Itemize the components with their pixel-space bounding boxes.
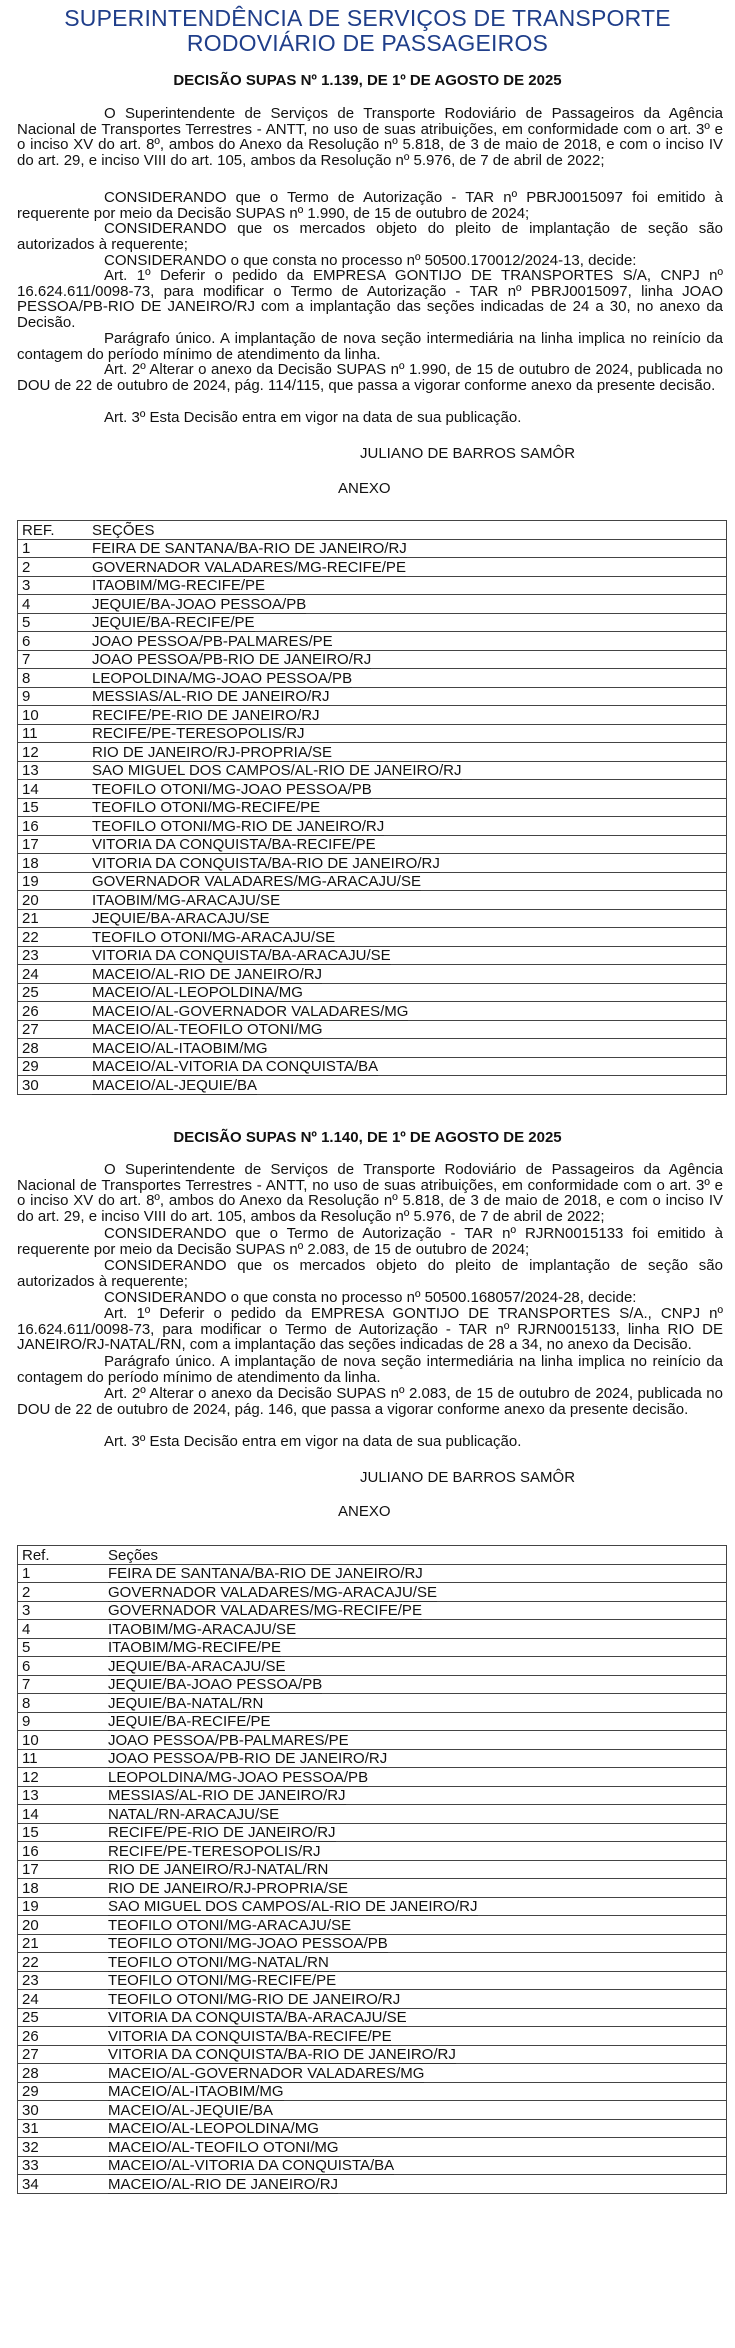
section-cell <box>88 835 727 854</box>
section-cell <box>104 2064 727 2083</box>
ref-cell: 15 <box>18 798 89 817</box>
section-cell <box>88 946 727 965</box>
table-row <box>18 595 727 614</box>
decision-preamble: O Superintendente de Serviços de Transporte Rodoviário de Passageiros da Agência Nacional de Transportes Terrestres - ANTT, no uso de suas atribuições, em conformidade com o art. 3º e o inciso XV do art. 8º, ambos do Anexo da Resolução nº 5.818, de 3 de maio de 2018, e com o inciso IV do art. 29, e inciso VIII do art. 105, ambos da Resolução nº 5.976, de 7 de abril de 2022; <box>17 1161 723 1225</box>
table-row <box>18 2082 727 2101</box>
section-cell <box>88 798 727 817</box>
section-name: MACEIO/AL-ITAOBIM/MG <box>108 2083 284 2100</box>
section-cell <box>104 1934 727 1953</box>
ref-cell: 13 <box>18 1786 105 1805</box>
ref-cell: 18 <box>18 1879 105 1898</box>
considerando-paragraph: CONSIDERANDO o que consta no processo nº 50500.168057/2024-28, decide: <box>104 1289 637 1306</box>
ref-cell: 9 <box>18 1712 105 1731</box>
section-cell <box>104 2027 727 2046</box>
section-name: FEIRA DE SANTANA/BA-RIO DE JANEIRO/RJ <box>108 1565 423 1582</box>
ref-cell: 11 <box>18 724 89 743</box>
ref-column-header: REF. <box>18 521 89 540</box>
table-row <box>18 1694 727 1713</box>
section-name: JEQUIE/BA-JOAO PESSOA/PB <box>108 1676 323 1693</box>
ref-cell: 34 <box>18 2175 105 2194</box>
section-cell <box>104 2045 727 2064</box>
section-cell <box>88 706 727 725</box>
section-cell <box>104 1712 727 1731</box>
section-cell <box>104 2175 727 2194</box>
table-row <box>18 1076 727 1095</box>
section-name: ITAOBIM/MG-RECIFE/PE <box>108 1639 282 1656</box>
section-cell <box>88 632 727 651</box>
section-name: RIO DE JANEIRO/RJ-NATAL/RN <box>108 1861 329 1878</box>
ref-cell: 22 <box>18 928 89 947</box>
ref-cell: 23 <box>18 946 89 965</box>
section-cell <box>104 2008 727 2027</box>
considerando-paragraph: CONSIDERANDO que os mercados objeto do pleito de implantação de seção são autorizados à requerente; <box>17 220 723 253</box>
table-row <box>18 1583 727 1602</box>
section-cell <box>88 817 727 836</box>
section-name: GOVERNADOR VALADARES/MG-ARACAJU/SE <box>108 1583 437 1601</box>
section-name: LEOPOLDINA/MG-JOAO PESSOA/PB <box>92 669 353 687</box>
ref-cell: 7 <box>18 1675 105 1694</box>
article-paragraph: Art. 3º Esta Decisão entra em vigor na data de sua publicação. <box>104 1433 522 1450</box>
section-cell <box>88 1020 727 1039</box>
table-row <box>18 798 727 817</box>
ref-cell: 18 <box>18 854 89 873</box>
table-row <box>18 706 727 725</box>
annex-label: ANEXO <box>338 1503 391 1520</box>
ref-cell: 10 <box>18 706 89 725</box>
ref-cell: 4 <box>18 1620 105 1639</box>
table-row <box>18 1638 727 1657</box>
ref-cell: 17 <box>18 1860 105 1879</box>
section-name: JEQUIE/BA-RECIFE/PE <box>108 1713 271 1730</box>
sections-table <box>17 1545 727 2194</box>
section-name: RECIFE/PE-TERESOPOLIS/RJ <box>92 725 305 742</box>
section-name: TEOFILO OTONI/MG-NATAL/RN <box>108 1953 329 1971</box>
table-row <box>18 2008 727 2027</box>
section-cell <box>104 1620 727 1639</box>
ref-cell: 20 <box>18 1916 105 1935</box>
ref-cell: 24 <box>18 965 89 984</box>
section-header-title: SUPERINTENDÊNCIA DE SERVIÇOS DE TRANSPORTE RODOVIÁRIO DE PASSAGEIROS <box>64 5 671 56</box>
section-name: VITORIA DA CONQUISTA/BA-RECIFE/PE <box>108 2027 392 2045</box>
section-cell <box>88 743 727 762</box>
ref-cell: 15 <box>18 1823 105 1842</box>
section-name: MACEIO/AL-GOVERNADOR VALADARES/MG <box>108 2064 425 2082</box>
table-row <box>18 2045 727 2064</box>
section-cell <box>88 983 727 1002</box>
section-name: MESSIAS/AL-RIO DE JANEIRO/RJ <box>108 1787 346 1804</box>
table-row <box>18 687 727 706</box>
section-cell <box>104 1768 727 1787</box>
section-name: ITAOBIM/MG-ARACAJU/SE <box>108 1620 297 1638</box>
section-name: MACEIO/AL-TEOFILO OTONI/MG <box>92 1021 323 1038</box>
section-name: RIO DE JANEIRO/RJ-PROPRIA/SE <box>108 1879 349 1897</box>
table-row <box>18 1823 727 1842</box>
table-row <box>18 780 727 799</box>
section-name: JOAO PESSOA/PB-PALMARES/PE <box>92 632 333 650</box>
section-cell <box>104 1694 727 1713</box>
ref-cell: 27 <box>18 2045 105 2064</box>
ref-cell: 32 <box>18 2138 105 2157</box>
table-row <box>18 1860 727 1879</box>
considerando-paragraph: CONSIDERANDO que o Termo de Autorização - TAR nº PBRJ0015097 foi emitido à requerente por meio da Decisão SUPAS nº 1.990, de 15 de outubro de 2024; <box>17 189 723 222</box>
paragraph-unico: Parágrafo único. A implantação de nova seção intermediária na linha implica no reinício da contagem do período mínimo de atendimento da linha. <box>17 330 723 363</box>
section-cell <box>104 1601 727 1620</box>
article-paragraph: Art. 3º Esta Decisão entra em vigor na data de sua publicação. <box>104 409 522 426</box>
table-header-row <box>18 521 727 540</box>
section-name: JEQUIE/BA-ARACAJU/SE <box>108 1657 286 1675</box>
sections-table-body <box>18 1564 727 2193</box>
ref-cell: 26 <box>18 1002 89 1021</box>
ref-cell: 12 <box>18 1768 105 1787</box>
ref-column-header: Ref. <box>18 1546 105 1565</box>
ref-cell: 1 <box>18 539 89 558</box>
ref-cell: 8 <box>18 1694 105 1713</box>
ref-cell: 21 <box>18 909 89 928</box>
ref-cell: 23 <box>18 1971 105 1990</box>
section-name: JOAO PESSOA/PB-RIO DE JANEIRO/RJ <box>108 1750 388 1767</box>
ref-cell: 9 <box>18 687 89 706</box>
section-name: JOAO PESSOA/PB-RIO DE JANEIRO/RJ <box>92 651 372 668</box>
table-row <box>18 632 727 651</box>
table-row <box>18 1897 727 1916</box>
ref-cell: 8 <box>18 669 89 688</box>
ref-cell: 22 <box>18 1953 105 1972</box>
table-row <box>18 1002 727 1021</box>
section-cell <box>104 1823 727 1842</box>
section-cell <box>88 1076 727 1095</box>
paragraph-unico: Parágrafo único. A implantação de nova seção intermediária na linha implica no reinício da contagem do período mínimo de atendimento da linha. <box>17 1353 723 1386</box>
section-name: MESSIAS/AL-RIO DE JANEIRO/RJ <box>92 688 330 705</box>
section-cell <box>88 669 727 688</box>
table-row <box>18 1879 727 1898</box>
table-row <box>18 1057 727 1076</box>
table-row <box>18 1601 727 1620</box>
section-cell <box>88 650 727 669</box>
section-cell <box>104 1879 727 1898</box>
section-cell <box>104 1897 727 1916</box>
ref-cell: 24 <box>18 1990 105 2009</box>
section-name: MACEIO/AL-TEOFILO OTONI/MG <box>108 2138 339 2156</box>
section-cell <box>104 1971 727 1990</box>
section-cell <box>88 613 727 632</box>
ref-cell: 12 <box>18 743 89 762</box>
section-name: TEOFILO OTONI/MG-ARACAJU/SE <box>108 1916 352 1934</box>
ref-cell: 29 <box>18 1057 89 1076</box>
section-name: FEIRA DE SANTANA/BA-RIO DE JANEIRO/RJ <box>92 540 407 557</box>
article-paragraph: Art. 1º Deferir o pedido da EMPRESA GONTIJO DE TRANSPORTES S/A, CNPJ nº 16.624.611/0098-73, para modificar o Termo de Autorização - TAR nº PBRJ0015097, linha JOAO PESSOA/PB-RIO DE JANEIRO/RJ com a implantação das seções indicadas de 24 a 30, no anexo da Decisão. <box>17 267 723 331</box>
table-header-row <box>18 1546 727 1565</box>
section-name: MACEIO/AL-ITAOBIM/MG <box>92 1039 268 1057</box>
ref-cell: 28 <box>18 2064 105 2083</box>
ref-cell: 7 <box>18 650 89 669</box>
table-row <box>18 1971 727 1990</box>
section-name: NATAL/RN-ARACAJU/SE <box>108 1805 280 1823</box>
section-cell <box>104 1657 727 1676</box>
table-row <box>18 946 727 965</box>
sections-table-body <box>18 539 727 1094</box>
section-name: JOAO PESSOA/PB-PALMARES/PE <box>108 1731 349 1749</box>
ref-cell: 28 <box>18 1039 89 1058</box>
ref-cell: 16 <box>18 1842 105 1861</box>
table-row <box>18 724 727 743</box>
table-row <box>18 613 727 632</box>
table-row <box>18 1805 727 1824</box>
ref-cell: 30 <box>18 1076 89 1095</box>
section-name: GOVERNADOR VALADARES/MG-RECIFE/PE <box>92 558 406 576</box>
section-name: VITORIA DA CONQUISTA/BA-RIO DE JANEIRO/RJ <box>92 854 440 872</box>
ref-cell: 29 <box>18 2082 105 2101</box>
section-cell <box>88 909 727 928</box>
section-name: MACEIO/AL-RIO DE JANEIRO/RJ <box>108 2175 339 2193</box>
table-row <box>18 2156 727 2175</box>
table-row <box>18 891 727 910</box>
table-row <box>18 2101 727 2120</box>
ref-cell: 1 <box>18 1564 105 1583</box>
sections-column-header: SEÇÕES <box>88 521 727 540</box>
section-name: MACEIO/AL-LEOPOLDINA/MG <box>108 2120 319 2137</box>
ref-cell: 26 <box>18 2027 105 2046</box>
section-name: MACEIO/AL-VITORIA DA CONQUISTA/BA <box>92 1058 379 1075</box>
section-cell <box>104 1583 727 1602</box>
section-name: MACEIO/AL-VITORIA DA CONQUISTA/BA <box>108 2157 395 2174</box>
table-row <box>18 1620 727 1639</box>
ref-cell: 14 <box>18 1805 105 1824</box>
sections-column-header: Seções <box>104 1546 727 1565</box>
section-cell <box>88 928 727 947</box>
considerando-paragraph: CONSIDERANDO que o Termo de Autorização - TAR nº RJRN0015133 foi emitido à requerente por meio da Decisão SUPAS nº 2.083, de 15 de outubro de 2024; <box>17 1225 723 1258</box>
section-cell <box>104 1675 727 1694</box>
ref-cell: 3 <box>18 1601 105 1620</box>
ref-cell: 2 <box>18 1583 105 1602</box>
table-row <box>18 2064 727 2083</box>
article-paragraph: Art. 1º Deferir o pedido da EMPRESA GONTIJO DE TRANSPORTES S/A., CNPJ nº 16.624.611/0098-73, para modificar o Termo de Autorização - TAR nº RJRN0015133, linha RIO DE JANEIRO/RJ-NATAL/RN, com a implantação das seções indicadas de 28 a 34, no anexo da Decisão. <box>17 1305 723 1354</box>
section-name: MACEIO/AL-LEOPOLDINA/MG <box>92 984 303 1001</box>
table-row <box>18 854 727 873</box>
section-cell <box>88 761 727 780</box>
section-cell <box>104 2119 727 2138</box>
section-name: GOVERNADOR VALADARES/MG-RECIFE/PE <box>108 1602 422 1619</box>
section-name: JEQUIE/BA-RECIFE/PE <box>92 614 255 631</box>
table-row <box>18 1731 727 1750</box>
section-cell <box>104 1953 727 1972</box>
considerando-paragraph: CONSIDERANDO o que consta no processo nº 50500.170012/2024-13, decide: <box>104 252 637 269</box>
table-row <box>18 1657 727 1676</box>
section-name: ITAOBIM/MG-ARACAJU/SE <box>92 891 281 909</box>
table-row <box>18 1934 727 1953</box>
table-row <box>18 669 727 688</box>
section-name: JEQUIE/BA-NATAL/RN <box>108 1694 264 1712</box>
section-cell <box>104 2082 727 2101</box>
section-cell <box>88 1002 727 1021</box>
ref-cell: 20 <box>18 891 89 910</box>
ref-cell: 5 <box>18 613 89 632</box>
section-cell <box>104 1731 727 1750</box>
ref-cell: 10 <box>18 1731 105 1750</box>
table-row <box>18 2027 727 2046</box>
section-name: RECIFE/PE-RIO DE JANEIRO/RJ <box>108 1824 336 1841</box>
section-name: GOVERNADOR VALADARES/MG-ARACAJU/SE <box>92 873 421 890</box>
section-cell <box>104 2138 727 2157</box>
section-cell <box>88 891 727 910</box>
table-row <box>18 2119 727 2138</box>
ref-cell: 6 <box>18 632 89 651</box>
table-row <box>18 1712 727 1731</box>
ref-cell: 16 <box>18 817 89 836</box>
ref-cell: 27 <box>18 1020 89 1039</box>
table-row <box>18 817 727 836</box>
ref-cell: 25 <box>18 983 89 1002</box>
ref-cell: 30 <box>18 2101 105 2120</box>
table-row <box>18 539 727 558</box>
section-name: VITORIA DA CONQUISTA/BA-RECIFE/PE <box>92 836 376 853</box>
table-row <box>18 835 727 854</box>
table-row <box>18 761 727 780</box>
table-row <box>18 1768 727 1787</box>
signature-name: JULIANO DE BARROS SAMÔR <box>360 445 576 462</box>
decision-preamble: O Superintendente de Serviços de Transporte Rodoviário de Passageiros da Agência Nacional de Transportes Terrestres - ANTT, no uso de suas atribuições, em conformidade com o art. 3º e o inciso XV do art. 8º, ambos do Anexo da Resolução nº 5.818, de 3 de maio de 2018, e com o inciso IV do art. 29, e inciso VIII do art. 105, ambos da Resolução nº 5.976, de 7 de abril de 2022; <box>17 105 723 169</box>
section-cell <box>88 687 727 706</box>
section-name: VITORIA DA CONQUISTA/BA-ARACAJU/SE <box>92 947 391 964</box>
ref-cell: 13 <box>18 761 89 780</box>
section-name: VITORIA DA CONQUISTA/BA-RIO DE JANEIRO/RJ <box>108 2046 456 2063</box>
annex-label: ANEXO <box>338 480 391 497</box>
signature-name: JULIANO DE BARROS SAMÔR <box>360 1469 576 1486</box>
table-row <box>18 2175 727 2194</box>
article-paragraph: Art. 2º Alterar o anexo da Decisão SUPAS nº 2.083, de 15 de outubro de 2024, publicada no DOU de 22 de outubro de 2024, pág. 146, que passa a vigorar conforme anexo da presente decisão. <box>17 1385 723 1418</box>
ref-cell: 21 <box>18 1934 105 1953</box>
section-name: TEOFILO OTONI/MG-JOAO PESSOA/PB <box>108 1935 388 1952</box>
section-cell <box>88 965 727 984</box>
section-cell <box>88 595 727 614</box>
section-cell <box>104 1786 727 1805</box>
section-cell <box>104 1990 727 2009</box>
section-name: TEOFILO OTONI/MG-RIO DE JANEIRO/RJ <box>92 817 385 835</box>
table-row <box>18 650 727 669</box>
table-row <box>18 1990 727 2009</box>
ref-cell: 19 <box>18 1897 105 1916</box>
section-cell <box>104 2156 727 2175</box>
ref-cell: 25 <box>18 2008 105 2027</box>
table-row <box>18 558 727 577</box>
table-row <box>18 2138 727 2157</box>
section-name: TEOFILO OTONI/MG-JOAO PESSOA/PB <box>92 780 372 798</box>
section-cell <box>104 1638 727 1657</box>
ref-cell: 17 <box>18 835 89 854</box>
table-row <box>18 1039 727 1058</box>
section-name: VITORIA DA CONQUISTA/BA-ARACAJU/SE <box>108 2009 407 2026</box>
ref-cell: 33 <box>18 2156 105 2175</box>
section-cell <box>88 724 727 743</box>
table-row <box>18 1564 727 1583</box>
section-cell <box>104 1564 727 1583</box>
section-cell <box>88 558 727 577</box>
table-row <box>18 1675 727 1694</box>
section-name: JEQUIE/BA-ARACAJU/SE <box>92 910 270 927</box>
ref-cell: 14 <box>18 780 89 799</box>
section-name: RIO DE JANEIRO/RJ-PROPRIA/SE <box>92 743 333 761</box>
section-name: TEOFILO OTONI/MG-RIO DE JANEIRO/RJ <box>108 1990 401 2008</box>
ref-cell: 3 <box>18 576 89 595</box>
section-name: LEOPOLDINA/MG-JOAO PESSOA/PB <box>108 1768 369 1786</box>
table-row <box>18 909 727 928</box>
section-cell <box>104 1805 727 1824</box>
table-row <box>18 872 727 891</box>
section-cell <box>104 1749 727 1768</box>
table-row <box>18 743 727 762</box>
table-row <box>18 928 727 947</box>
sections-table <box>17 520 727 1095</box>
section-cell <box>104 1860 727 1879</box>
section-cell <box>104 2101 727 2120</box>
section-cell <box>88 1039 727 1058</box>
table-row <box>18 576 727 595</box>
section-cell <box>88 872 727 891</box>
ref-cell: 31 <box>18 2119 105 2138</box>
decision-title: DECISÃO SUPAS Nº 1.140, DE 1º DE AGOSTO DE 2025 <box>173 1129 562 1146</box>
section-name: RECIFE/PE-RIO DE JANEIRO/RJ <box>92 706 320 724</box>
section-cell <box>104 1916 727 1935</box>
table-row <box>18 983 727 1002</box>
section-name: TEOFILO OTONI/MG-RECIFE/PE <box>108 1972 337 1989</box>
section-name: MACEIO/AL-JEQUIE/BA <box>92 1076 258 1094</box>
section-cell <box>104 1842 727 1861</box>
table-row <box>18 1786 727 1805</box>
section-name: RECIFE/PE-TERESOPOLIS/RJ <box>108 1842 321 1860</box>
section-name: SAO MIGUEL DOS CAMPOS/AL-RIO DE JANEIRO/RJ <box>108 1898 478 1915</box>
ref-cell: 6 <box>18 1657 105 1676</box>
table-row <box>18 1953 727 1972</box>
section-cell <box>88 780 727 799</box>
ref-cell: 19 <box>18 872 89 891</box>
section-name: TEOFILO OTONI/MG-RECIFE/PE <box>92 799 321 816</box>
section-name: TEOFILO OTONI/MG-ARACAJU/SE <box>92 928 336 946</box>
ref-cell: 2 <box>18 558 89 577</box>
section-name: SAO MIGUEL DOS CAMPOS/AL-RIO DE JANEIRO/RJ <box>92 762 462 779</box>
section-cell <box>88 539 727 558</box>
article-paragraph: Art. 2º Alterar o anexo da Decisão SUPAS nº 1.990, de 15 de outubro de 2024, publicada no DOU de 22 de outubro de 2024, pág. 114/115, que passa a vigorar conforme anexo da presente decisão. <box>17 361 723 394</box>
section-cell <box>88 1057 727 1076</box>
section-name: MACEIO/AL-GOVERNADOR VALADARES/MG <box>92 1002 409 1020</box>
section-name: MACEIO/AL-RIO DE JANEIRO/RJ <box>92 965 323 983</box>
ref-cell: 4 <box>18 595 89 614</box>
table-row <box>18 965 727 984</box>
table-row <box>18 1916 727 1935</box>
table-row <box>18 1842 727 1861</box>
section-name: ITAOBIM/MG-RECIFE/PE <box>92 577 266 594</box>
section-name: JEQUIE/BA-JOAO PESSOA/PB <box>92 595 307 613</box>
table-row <box>18 1749 727 1768</box>
decision-title: DECISÃO SUPAS Nº 1.139, DE 1º DE AGOSTO DE 2025 <box>173 72 562 89</box>
section-cell <box>88 576 727 595</box>
table-row <box>18 1020 727 1039</box>
section-cell <box>88 854 727 873</box>
ref-cell: 5 <box>18 1638 105 1657</box>
considerando-paragraph: CONSIDERANDO que os mercados objeto do pleito de implantação de seção são autorizados à requerente; <box>17 1257 723 1290</box>
section-name: MACEIO/AL-JEQUIE/BA <box>108 2101 274 2119</box>
ref-cell: 11 <box>18 1749 105 1768</box>
